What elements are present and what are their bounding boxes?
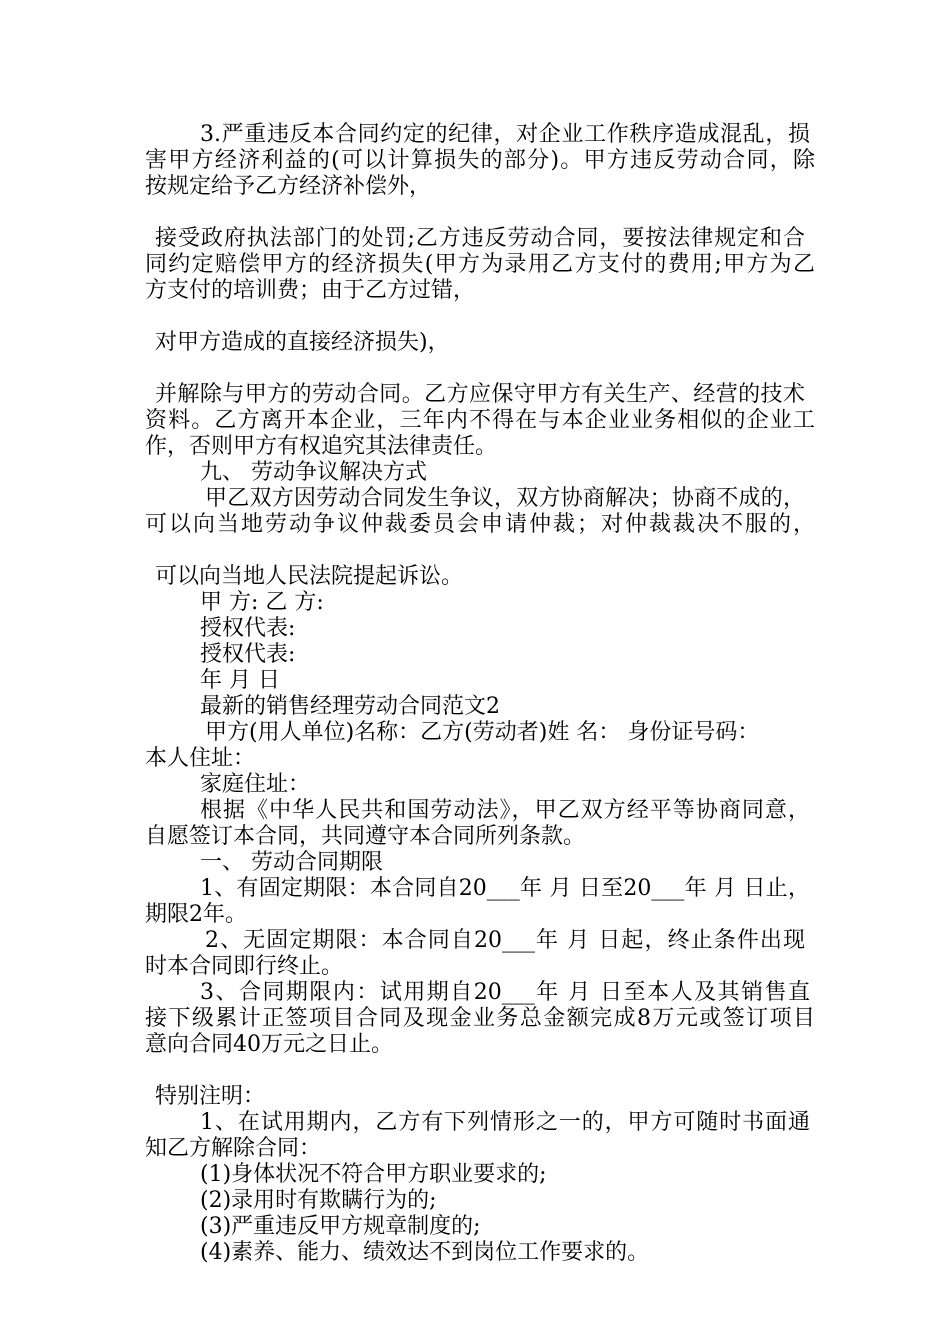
- text-line: 并解除与甲方的劳动合同。乙方应保守甲方有关生产、经营的技术: [155, 382, 805, 407]
- text-line: 意向合同40万元之日止。: [145, 1032, 393, 1057]
- text-line: 接受政府执法部门的处罚;乙方违反劳动合同，要按法律规定和合: [155, 226, 805, 251]
- text-line: 甲乙双方因劳动合同发生争议，双方协商解决；协商不成的，: [205, 486, 805, 511]
- signature-representative: 授权代表:: [200, 642, 296, 667]
- signature-representative: 授权代表:: [200, 616, 296, 641]
- text-line: 同约定赔偿甲方的经济损失(甲方为录用乙方支付的费用;甲方为乙: [145, 252, 815, 277]
- text-line: 根据《中华人民共和国劳动法》，甲乙双方经平等协商同意，: [200, 798, 810, 823]
- text-line: 按规定给予乙方经济补偿外，: [145, 174, 432, 199]
- section-heading: 一、 劳动合同期限: [200, 850, 383, 875]
- text-line: 知乙方解除合同：: [145, 1136, 322, 1161]
- document-title: 最新的销售经理劳动合同范文2: [200, 694, 500, 719]
- text-line: 时本合同即行终止。: [145, 954, 344, 979]
- text-line: 本人住址：: [145, 746, 256, 771]
- text-line: 害甲方经济利益的(可以计算损失的部分)。甲方违反劳动合同，除: [145, 148, 815, 173]
- text-line: 1、在试用期内，乙方有下列情形之一的，甲方可随时书面通: [200, 1110, 810, 1135]
- list-item: (1)身体状况不符合甲方职业要求的;: [200, 1162, 547, 1187]
- text-line: 可以向当地人民法院提起诉讼。: [155, 564, 464, 589]
- text-line: 2、无固定期限：本合同自20___年 月 日起，终止条件出现: [205, 928, 805, 953]
- text-line: 甲方(用人单位)名称：乙方(劳动者)姓 名： 身份证号码：: [205, 720, 760, 745]
- text-line: 3.严重违反本合同约定的纪律，对企业工作秩序造成混乱，损: [200, 122, 810, 147]
- text-line: 自愿签订本合同，共同遵守本合同所列条款。: [145, 824, 586, 849]
- text-line: 方支付的培训费；由于乙方过错，: [145, 278, 476, 303]
- list-item: (3)严重违反甲方规章制度的;: [200, 1214, 481, 1239]
- section-heading: 九、 劳动争议解决方式: [200, 460, 427, 485]
- text-line: 期限2年。: [145, 902, 247, 927]
- text-line: 3、合同期限内：试用期自20___年 月 日至本人及其销售直: [200, 980, 810, 1005]
- signature-parties: 甲 方: 乙 方:: [200, 590, 324, 615]
- text-line: 可以向当地劳动争议仲裁委员会申请仲裁；对仲裁裁决不服的，: [145, 512, 815, 537]
- signature-date: 年 月 日: [200, 668, 280, 693]
- text-line: 资料。乙方离开本企业，三年内不得在与本企业业务相似的企业工: [145, 408, 815, 433]
- list-item: (2)录用时有欺瞒行为的;: [200, 1188, 437, 1213]
- text-line: 1、有固定期限：本合同自20___年 月 日至20___年 月 日止，: [200, 876, 810, 901]
- text-line: 家庭住址：: [200, 772, 311, 797]
- text-line: 作，否则甲方有权追究其法律责任。: [145, 434, 498, 459]
- text-line: 接下级累计正签项目合同及现金业务总金额完成8万元或签订项目: [145, 1006, 815, 1031]
- text-line: 对甲方造成的直接经济损失)，: [155, 330, 450, 355]
- text-line: 特别注明：: [155, 1084, 266, 1109]
- list-item: (4)素养、能力、绩效达不到岗位工作要求的。: [200, 1240, 650, 1265]
